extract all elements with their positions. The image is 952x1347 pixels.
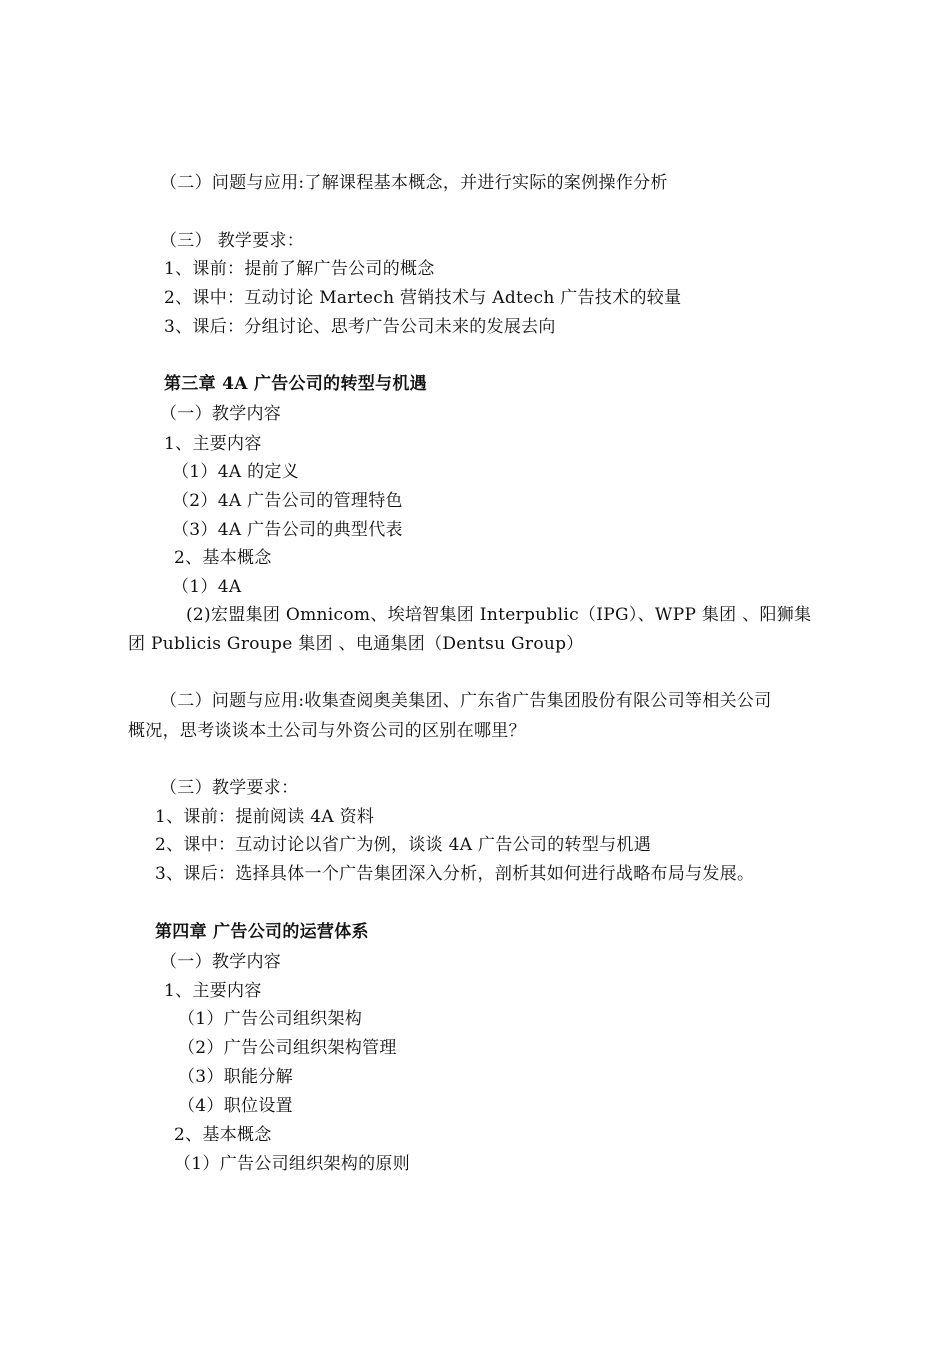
ch3-concept-title: 2、基本概念 xyxy=(174,548,272,568)
ch2-requirement-item: 1、课前：提前了解广告公司的概念 xyxy=(164,259,435,279)
ch3-requirements-title: （三）教学要求： xyxy=(160,778,299,798)
ch3-main-item: （3）4A 广告公司的典型代表 xyxy=(172,520,403,540)
ch3-content-title: （一）教学内容 xyxy=(160,404,282,424)
ch3-main-content-title: 1、主要内容 xyxy=(164,434,262,454)
ch4-main-item: （4）职位设置 xyxy=(178,1096,293,1116)
ch3-requirement-item: 2、课中：互动讨论以省广为例，谈谈 4A 广告公司的转型与机遇 xyxy=(155,835,652,855)
chapter-4-title: 第四章 广告公司的运营体系 xyxy=(155,922,369,942)
ch2-requirement-item: 2、课中：互动讨论 Martech 营销技术与 Adtech 广告技术的较量 xyxy=(164,288,682,308)
chapter-3-title: 第三章 4A 广告公司的转型与机遇 xyxy=(164,374,427,394)
ch4-main-content-title: 1、主要内容 xyxy=(164,981,262,1001)
ch3-requirement-item: 1、课前：提前阅读 4A 资料 xyxy=(155,807,375,827)
ch4-concept-title: 2、基本概念 xyxy=(174,1125,272,1145)
ch3-main-item: （2）4A 广告公司的管理特色 xyxy=(172,491,403,511)
ch2-question-application: （二）问题与应用:了解课程基本概念，并进行实际的案例操作分析 xyxy=(160,173,668,193)
ch4-main-item: （3）职能分解 xyxy=(178,1067,293,1087)
ch4-main-item: （2）广告公司组织架构管理 xyxy=(178,1038,397,1058)
ch3-concept-item-continued: 团 Publicis Groupe 集团 、电通集团（Dentsu Group） xyxy=(128,634,584,654)
ch2-requirements-title: （三） 教学要求： xyxy=(160,231,305,251)
ch3-concept-item: (2)宏盟集团 Omnicom、埃培智集团 Interpublic（IPG）、WPP 集团 、阳狮集 xyxy=(186,605,812,625)
ch4-content-title: （一）教学内容 xyxy=(160,952,282,972)
ch3-concept-item: （1）4A xyxy=(172,577,242,597)
ch3-question-application: （二）问题与应用:收集查阅奥美集团、广东省广告集团股份有限公司等相关公司 xyxy=(160,691,772,711)
ch3-main-item: （1）4A 的定义 xyxy=(172,462,300,482)
ch3-question-application-continued: 概况，思考谈谈本土公司与外资公司的区别在哪里？ xyxy=(128,721,526,741)
ch2-requirement-item: 3、课后：分组讨论、思考广告公司未来的发展去向 xyxy=(164,317,556,337)
ch3-requirement-item: 3、课后：选择具体一个广告集团深入分析，剖析其如何进行战略布局与发展。 xyxy=(155,864,755,884)
ch4-concept-item: （1）广告公司组织架构的原则 xyxy=(174,1154,411,1174)
ch4-main-item: （1）广告公司组织架构 xyxy=(178,1009,363,1029)
